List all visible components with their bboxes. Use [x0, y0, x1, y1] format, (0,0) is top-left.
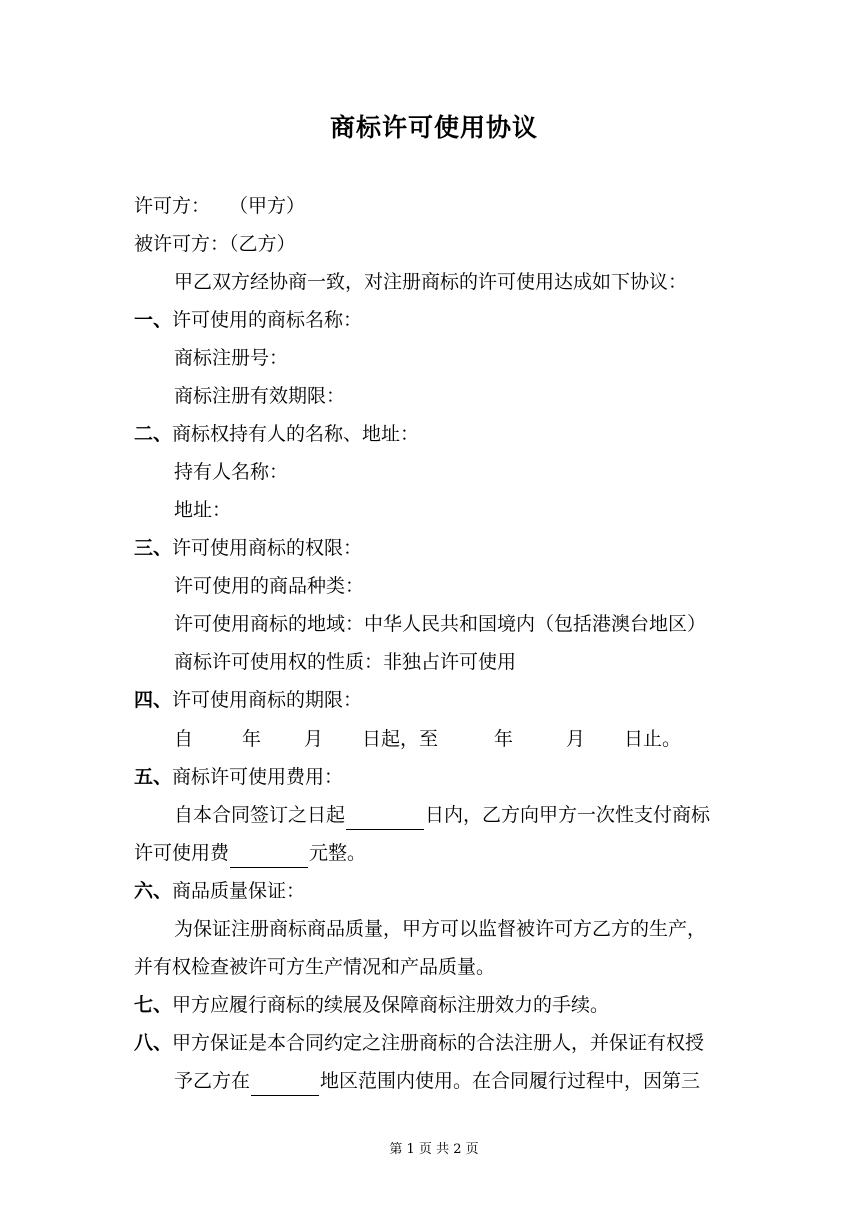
date-year-label: 年	[494, 728, 514, 750]
section-8-heading	[134, 1028, 704, 1058]
fee-paragraph-line-1	[174, 800, 710, 830]
region-blank	[251, 1073, 319, 1096]
section-3-item: 许可使用商标的地域：中华人民共和国境内（包括港澳台地区）	[174, 613, 707, 635]
region-text: 予乙方在	[174, 1070, 251, 1092]
section-6-title: 商品质量保证：	[172, 880, 306, 902]
section-2-title: 商标权持有人的名称、地址：	[172, 423, 420, 445]
section-3-item: 许可使用的商品种类：	[174, 575, 365, 597]
page-number-footer: 第 1 页 共 2 页	[389, 1142, 479, 1157]
section-2-heading	[134, 419, 419, 449]
section-5-title: 商标许可使用费用：	[172, 766, 344, 788]
section-8-title: 甲方保证是本合同约定之注册商标的合法注册人，并保证有权授	[172, 1032, 705, 1054]
section-6-number: 六、	[134, 880, 173, 902]
date-month-label: 月	[304, 728, 324, 750]
fee-paragraph-line-2	[134, 838, 366, 868]
section-4-heading	[134, 685, 362, 715]
date-end-day-label: 日止。	[624, 728, 682, 750]
section-2-number: 二、	[134, 423, 173, 445]
section-3-title: 许可使用商标的权限：	[172, 537, 363, 559]
document-title: 商标许可使用协议	[329, 113, 538, 142]
amount-blank	[230, 845, 308, 868]
section-3-item: 商标许可使用权的性质：非独占许可使用	[174, 651, 517, 673]
fee-text: 许可使用费	[134, 842, 230, 864]
section-1-item: 商标注册号：	[174, 347, 289, 369]
term-date-line	[174, 724, 681, 754]
fee-text: 自本合同签订之日起	[174, 804, 346, 826]
section-6-heading	[134, 876, 305, 906]
section-3-number: 三、	[134, 537, 173, 559]
section-8-paragraph	[174, 1066, 700, 1096]
section-4-title: 许可使用商标的期限：	[172, 689, 363, 711]
fee-text: 元整。	[309, 842, 367, 864]
date-start-day-label: 日起，至	[362, 728, 439, 750]
section-7-title: 甲方应履行商标的续展及保障商标注册效力的手续。	[172, 994, 610, 1016]
section-1-item: 商标注册有效期限：	[174, 385, 346, 407]
days-blank	[346, 807, 424, 830]
section-7-number: 七、	[134, 994, 173, 1016]
section-3-heading	[134, 533, 362, 563]
section-1-number: 一、	[134, 309, 173, 331]
section-7-heading	[134, 990, 609, 1020]
licensee-line: 被许可方：（乙方）	[134, 233, 296, 255]
region-text: 地区范围内使用。在合同履行过程中，因第三	[320, 1070, 701, 1092]
licensor-line: 许可方： （甲方）	[134, 195, 306, 217]
section-8-number: 八、	[134, 1032, 173, 1054]
section-2-item: 地址：	[174, 499, 232, 521]
date-month-label: 月	[566, 728, 586, 750]
section-1-heading	[134, 305, 362, 335]
date-year-label: 年	[242, 728, 262, 750]
quality-paragraph-line-2: 并有权检查被许可方生产情况和产品质量。	[134, 956, 496, 978]
section-1-title: 许可使用的商标名称：	[172, 309, 363, 331]
fee-text: 日内，乙方向甲方一次性支付商标	[425, 804, 711, 826]
quality-paragraph-line-1: 为保证注册商标商品质量，甲方可以监督被许可方乙方的生产，	[174, 918, 707, 940]
section-4-number: 四、	[134, 689, 173, 711]
intro-paragraph: 甲乙双方经协商一致，对注册商标的许可使用达成如下协议：	[174, 271, 688, 293]
section-2-item: 持有人名称：	[174, 461, 289, 483]
section-5-number: 五、	[134, 766, 173, 788]
date-from-label: 自	[174, 728, 194, 750]
section-5-heading	[134, 762, 343, 792]
